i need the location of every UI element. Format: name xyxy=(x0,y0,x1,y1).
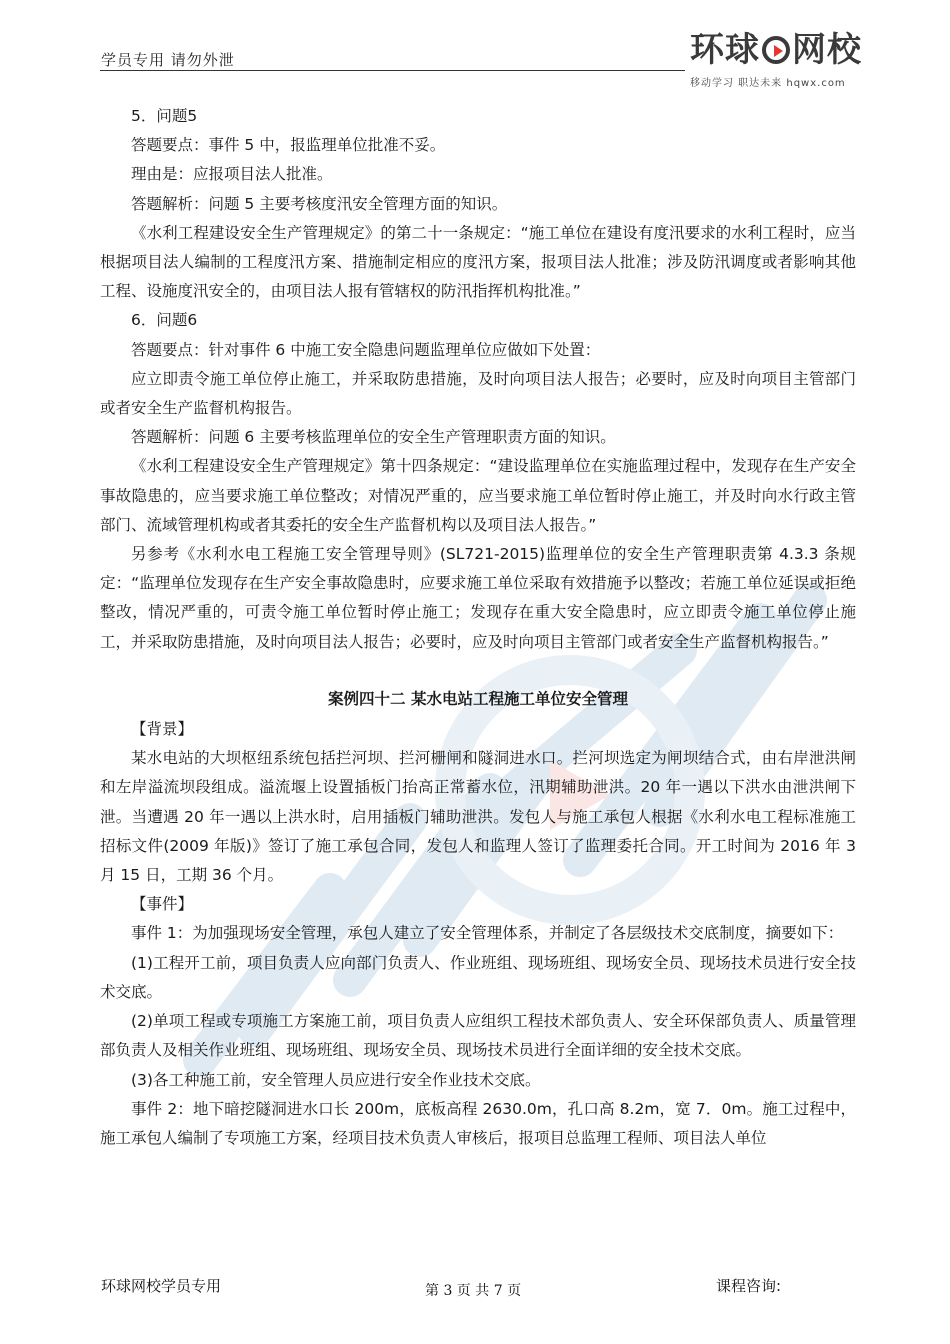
paragraph: 某水电站的大坝枢纽系统包括拦河坝、拦河栅闸和隧洞进水口。拦河坝选定为闸坝结合式，由右岸泄洪闸和左岸溢流坝段组成。溢流堰上设置插板门抬高正常蓄水位，汛期辅助泄洪。20 年一遇以下洪水由泄洪闸下泄。当遭遇 20 年一遇以上洪水时，启用插板门辅助泄洪。发包人与施工承包人根据《水利水电工程标准施工招标文件(2009 年版)》签订了施工承包合同，发包人和监理人签订了监理委托合同。开工时间为 2016 年 3 月 15 日，工期 36 个月。 xyxy=(100,749,856,885)
paragraph: 6．问题6 xyxy=(131,311,198,330)
brand-logo xyxy=(690,30,865,90)
footer-left-label: 环球网校学员专用 xyxy=(101,1277,222,1295)
paragraph: 答题解析：问题 5 主要考核度汛安全管理方面的知识。 xyxy=(131,194,508,213)
paragraph: 答题要点：事件 5 中，报监理单位批准不妥。 xyxy=(131,136,446,155)
header-confidential-label: 学员专用 请勿外泄 xyxy=(101,51,235,69)
paragraph: 应立即责令施工单位停止施工，并采取防患措施，及时向项目法人报告；必要时，应及时向项目主管部门或者安全生产监督机构报告。 xyxy=(100,369,856,418)
paragraph: 【事件】 xyxy=(131,895,194,914)
paragraph: 【背景】 xyxy=(131,720,194,739)
case-title: 案例四十二 某水电站工程施工单位安全管理 xyxy=(328,689,628,708)
logo-text-first: 环球 xyxy=(690,30,760,70)
paragraph: 理由是：应报项目法人批准。 xyxy=(131,165,333,184)
logo-text-second: 网校 xyxy=(792,30,862,70)
document-body xyxy=(100,102,856,1153)
paragraph: 答题要点：针对事件 6 中施工安全隐患问题监理单位应做如下处置： xyxy=(131,340,601,359)
paragraph: 《水利工程建设安全生产管理规定》的第二十一条规定：“施工单位在建设有度汛要求的水利工程时，应当根据项目法人编制的工程度汛方案、措施制定相应的度汛方案，报项目法人批准；涉及防汛调度或者影响其他工程、设施度汛安全的，由项目法人报有管辖权的防汛指挥机构批准。” xyxy=(100,223,856,301)
paragraph: 5．问题5 xyxy=(131,107,198,125)
paragraph: (2)单项工程或专项施工方案施工前，项目负责人应组织工程技术部负责人、安全环保部负责人、质量管理部负责人及相关作业班组、现场班组、现场安全员、现场技术员进行全面详细的安全技术交底。 xyxy=(100,1012,856,1060)
paragraph: 另参考《水利水电工程施工安全管理导则》(SL721-2015)监理单位的安全生产管理职责第 4.3.3 条规定：“监理单位发现存在生产安全事故隐患时，应要求施工单位采取有效措施予以整改；若施工单位延误或拒绝整改，情况严重的，可责令施工单位暂时停止施工；发现存在重大安全隐患时，应立即责令施工单位停止施工，并采取防患措施，及时向项目法人报告；必要时，应及时向项目主管部门或者安全生产监督机构报告。” xyxy=(100,545,856,651)
paragraph: 事件 2：地下暗挖隧洞进水口长 200m，底板高程 2630.0m，孔口高 8.2m，宽 7．0m。施工过程中，施工承包人编制了专项施工方案，经项目技术负责人审核后，报项目总监理工程师、项目法人单位 xyxy=(100,1099,856,1147)
page-number: 第 3 页 共 7 页 xyxy=(425,1283,522,1299)
play-circle-icon xyxy=(762,36,790,64)
footer-consult-label: 课程咨询: xyxy=(716,1277,782,1295)
paragraph: 事件 1：为加强现场安全管理，承包人建立了安全管理体系，并制定了各层级技术交底制度，摘要如下： xyxy=(131,924,844,943)
header-divider xyxy=(100,70,685,71)
paragraph: 答题解析：问题 6 主要考核监理单位的安全生产管理职责方面的知识。 xyxy=(131,428,616,447)
logo-wordmark xyxy=(690,30,865,70)
paragraph: 《水利工程建设安全生产管理规定》第十四条规定：“建设监理单位在实施监理过程中，发现存在生产安全事故隐患的，应当要求施工单位整改；对情况严重的，应当要求施工单位暂时停止施工，并及时向水行政主管部门、流域管理机构或者其委托的安全生产监督机构以及项目法人报告。” xyxy=(100,457,856,534)
logo-tagline: 移动学习 职达未来 hqwx.com xyxy=(690,78,846,89)
paragraph: (1)工程开工前，项目负责人应向部门负责人、作业班组、现场班组、现场安全员、现场技术员进行安全技术交底。 xyxy=(100,953,856,1001)
paragraph: (3)各工种施工前，安全管理人员应进行安全作业技术交底。 xyxy=(131,1070,541,1089)
